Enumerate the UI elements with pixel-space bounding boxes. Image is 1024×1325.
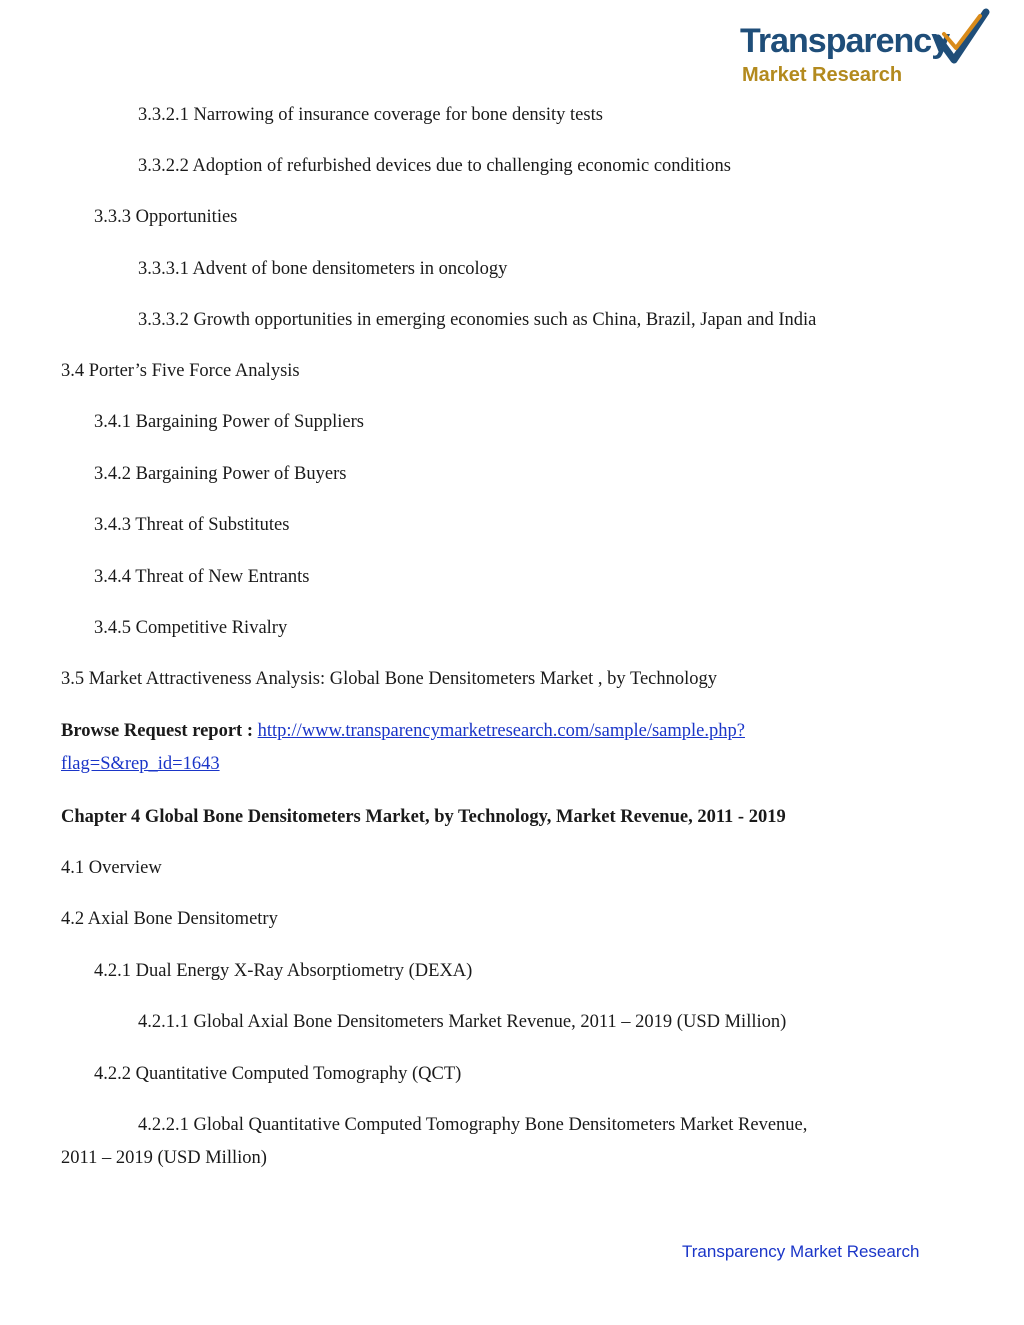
toc-entry: 4.2.2 Quantitative Computed Tomography (QCT)	[94, 1064, 462, 1084]
browse-request-row-2	[61, 753, 220, 775]
toc-entry: 3.4.2 Bargaining Power of Buyers	[94, 464, 347, 484]
browse-request-label: Browse Request report :	[61, 721, 253, 741]
toc-entry: 3.3.3 Opportunities	[94, 207, 238, 227]
toc-entry: 4.2.2.1 Global Quantitative Computed Tomography Bone Densitometers Market Revenue,	[138, 1115, 808, 1135]
toc-entry: 3.3.2.1 Narrowing of insurance coverage for bone density tests	[138, 105, 603, 125]
toc-entry: 3.4.3 Threat of Substitutes	[94, 515, 290, 535]
toc-entry: 3.4.1 Bargaining Power of Suppliers	[94, 412, 364, 432]
toc-entry: 3.4.5 Competitive Rivalry	[94, 618, 288, 638]
toc-entry: 4.1 Overview	[61, 858, 162, 878]
company-logo	[738, 8, 990, 90]
logo-wordmark: Transparency	[740, 22, 950, 60]
logo-subtitle: Market Research	[742, 64, 903, 86]
toc-entry: 3.4 Porter’s Five Force Analysis	[61, 361, 300, 381]
chapter-heading: Chapter 4 Global Bone Densitometers Market, by Technology, Market Revenue, 2011 - 2019	[61, 807, 786, 827]
toc-entry: 3.4.4 Threat of New Entrants	[94, 567, 310, 587]
toc-entry: 4.2.1.1 Global Axial Bone Densitometers Market Revenue, 2011 – 2019 (USD Million)	[138, 1012, 787, 1032]
footer-text: Transparency Market Research	[682, 1242, 920, 1261]
toc-entry: 3.3.2.2 Adoption of refurbished devices due to challenging economic conditions	[138, 156, 731, 176]
sample-request-link-continued[interactable]: flag=S&rep_id=1643	[61, 754, 220, 774]
sample-request-link[interactable]: http://www.transparencymarketresearch.com/sample/sample.php?	[257, 721, 745, 741]
toc-entry: 4.2 Axial Bone Densitometry	[61, 909, 278, 929]
logo-check-icon	[934, 8, 990, 68]
toc-entry-continued: 2011 – 2019 (USD Million)	[61, 1148, 267, 1168]
toc-entry: 3.3.3.1 Advent of bone densitometers in oncology	[138, 259, 508, 279]
toc-entry: 3.3.3.2 Growth opportunities in emerging economies such as China, Brazil, Japan and India	[138, 310, 817, 330]
toc-entry: 3.5 Market Attractiveness Analysis: Global Bone Densitometers Market , by Technology	[61, 669, 718, 689]
toc-entry: 4.2.1 Dual Energy X-Ray Absorptiometry (DEXA)	[94, 961, 473, 981]
browse-request-row	[61, 720, 745, 742]
